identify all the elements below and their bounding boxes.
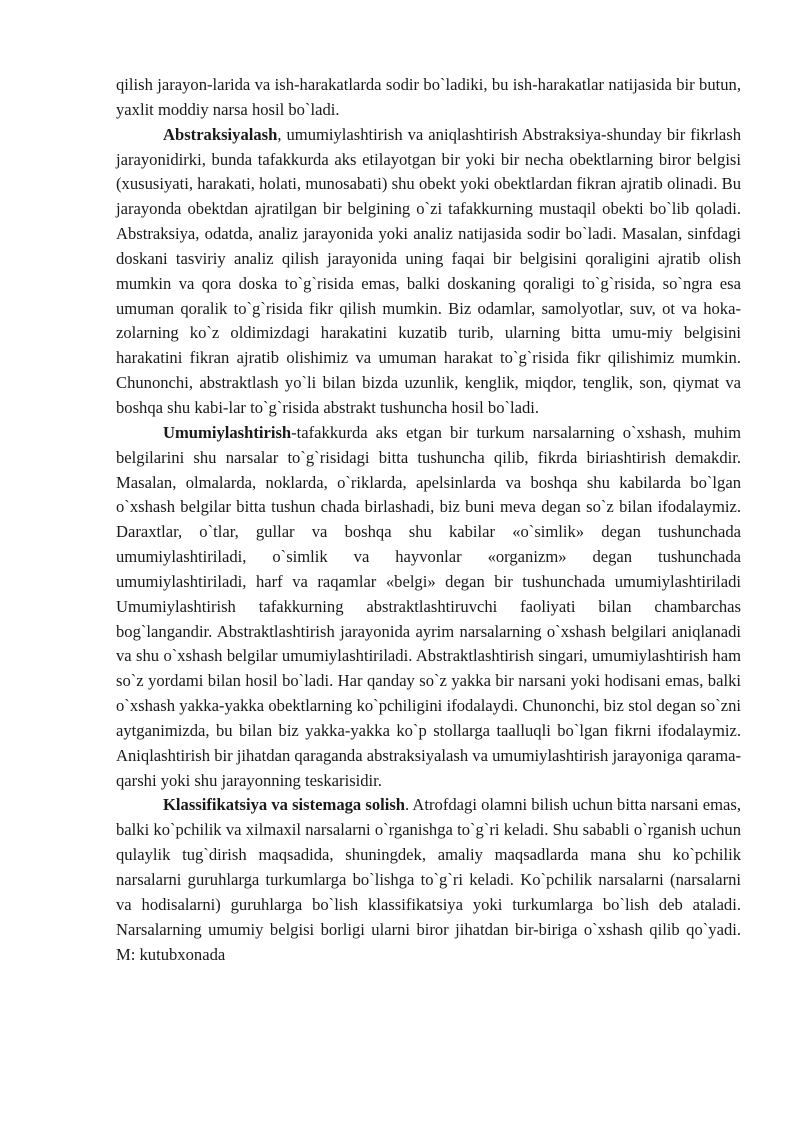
paragraph-continuation — [116, 73, 741, 123]
paragraph-umumiylashtirish — [116, 421, 741, 794]
document-page — [116, 73, 741, 967]
paragraph-text: qilish jarayon-larida va ish-harakatlarda sodir bo`ladiki, bu ish-harakatlar natijasida bir butun, yaxlit moddiy narsa hosil bo`ladi. — [116, 75, 741, 119]
paragraph-klassifikatsiya — [116, 793, 741, 967]
paragraph-term: Abstraksiyalash — [163, 124, 278, 144]
paragraph-term: Klassifikatsiya va sistemaga solish — [163, 795, 406, 815]
paragraph-abstraksiyalash — [116, 123, 741, 421]
paragraph-text: -tafakkurda aks etgan bir turkum narsalarning o`xshash, muhim belgilarini shu narsalar to`g`risidagi bitta tushuncha qilib, fikrda biriashtirish demakdir. Masalan, olmalarda, noklarda, o`riklarda, apelsinlarda va boshqa shu kabilarda bo`lgan o`xshash belgilar bitta tushun chada birlashadi, biz buni meva degan so`z bilan ifodalaymiz. Daraxtlar, o`tlar, gullar va boshqa shu kabilar «o`simlik» degan tushunchada umumiylashtiriladi, o`simlik va hayvonlar «organizm» degan tushunchada umumiylashtiriladi, harf va raqamlar «belgi» degan bir tushunchada umumiylashtiriladi Umumiylashtirish tafakkurning abstraktlashtiruvchi faoliyati bilan chambarchas bog`langandir. Abstraktlashtirish jarayonida ayrim narsalarning o`xshash belgilari aniqlanadi va shu o`xshash belgilar umumiylashtiriladi. Abstraktlashtirish singari, umumiylashtirish ham so`z yordami bilan hosil bo`ladi. Har qanday so`z yakka bir narsani yoki hodisani emas, balki o`xshash yakka-yakka obektlarning ko`pchiligini ifodalaydi. Chunonchi, biz stol degan so`zni aytganimizda, bu bilan biz yakka-yakka ko`p stollarga taalluqli bo`lgan fikrni ifodalaymiz. Aniqlashtirish bir jihatdan qaraganda abstraksiyalash va umumiylashtirish jarayoniga qarama-qarshi yoki shu jarayonning teskarisidir. — [116, 422, 741, 790]
paragraph-text: , umumiylashtirish va aniqlashtirish Abstraksiya-shunday bir fikrlash jarayonidirki, bunda tafakkurda aks etilayotgan bir yoki bir necha obektlarning biror belgisi (xususiyati, harakati, holati, munosabati) shu obekt yoki obektlardan fikran ajratib olinadi. Bu jarayonda obektdan ajratilgan bir belgining o`zi tafakkurning mustaqil obekti bo`lib qoladi. Abstraksiya, odatda, analiz jarayonida yoki analiz natijasida sodir bo`ladi. Masalan, sinfdagi doskani tasviriy analiz qilish jarayonida uning faqai bir belgisini qoraligini ajratib olish mumkin va qora doska to`g`risida emas, balki doskaning qoraligi to`g`risida, so`ngra esa umuman qoralik to`g`risida fikr qilish mumkin. Biz odamlar, samolyotlar, suv, ot va hoka-zolarning ko`z oldimizdagi harakatini kuzatib turib, ularning bitta umu-miy belgisini harakatini fikran ajratib olishimiz va umuman harakat to`g`risida fikr qilishimiz mumkin. Chunonchi, abstraktlash yo`li bilan bizda uzunlik, kenglik, miqdor, tenglik, son, qiymat va boshqa shu kabi-lar to`g`risida abstrakt tushuncha hosil bo`ladi. — [116, 124, 741, 417]
paragraph-text: . Atrofdagi olamni bilish uchun bitta narsani emas, balki ko`pchilik va xilmaxil narsalarni o`rganishga to`g`ri keladi. Shu sababli o`rganish uchun qulaylik tug`dirish maqsadida, shuningdek, amaliy maqsadlarda mana shu ko`pchilik narsalarni guruhlarga turkumlarga bo`lishga to`g`ri keladi. Ko`pchilik narsalarni (narsalarni va hodisalarni) guruhlarga bo`lish klassifikatsiya yoki turkumlarga bo`lish deb ataladi. Narsalarning umumiy belgisi borligi ularni biror jihatdan bir-biriga o`xshash qilib qo`yadi. M: kutubxonada — [116, 795, 741, 964]
paragraph-term: Umumiylashtirish — [163, 422, 292, 442]
